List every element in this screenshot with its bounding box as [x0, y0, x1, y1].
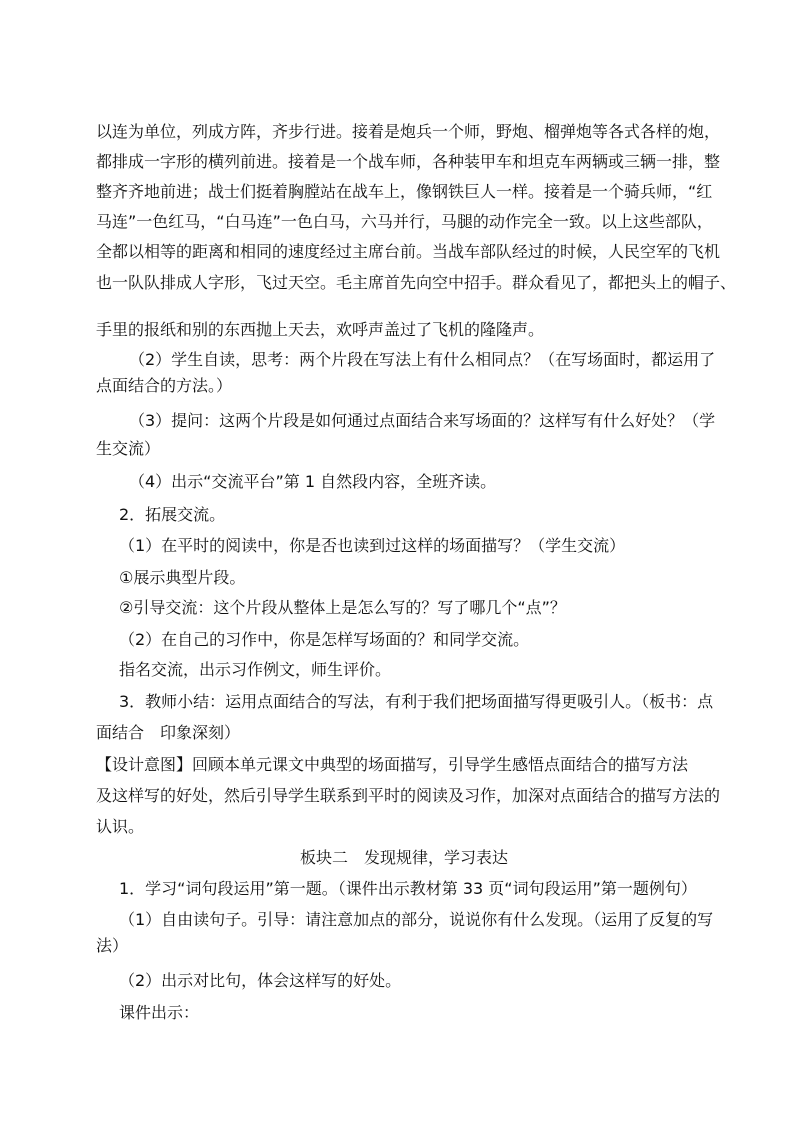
paragraph-line: 课件出示： [119, 1003, 200, 1022]
paragraph-line: （3）提问：这两个片段是如何通过点面结合来写场面的？这样写有什么好处？（学 [129, 411, 716, 430]
list-item: ①展示典型片段。 [119, 568, 246, 587]
paragraph-line: 点面结合的方法。） [96, 376, 233, 395]
paragraph-line: 指名交流，出示习作例文，师生评价。 [119, 660, 392, 679]
paragraph-line: （2）出示对比句，体会这样写的好处。 [119, 971, 402, 990]
paragraph-line: （1）在平时的阅读中，你是否也读到过这样的场面描写？（学生交流） [119, 536, 626, 555]
paragraph-line: 法） [96, 936, 129, 955]
section-title: 板块二 发现规律，学习表达 [300, 848, 509, 867]
design-intent-line: 认识。 [96, 817, 145, 836]
paragraph-line: （2）学生自读，思考：两个片段在写法上有什么相同点？（在写场面时，都运用了 [129, 350, 716, 369]
design-intent-line: 【设计意图】回顾本单元课文中典型的场面描写，引导学生感悟点面结合的描写方法 [96, 755, 689, 774]
section-heading: 2．拓展交流。 [119, 505, 226, 524]
paragraph-line: 生交流） [96, 439, 161, 458]
paragraph-line: 都排成一字形的横列前进。接着是一个战车师，各种装甲车和坦克车两辆或三辆一排，整 [96, 152, 721, 171]
paragraph-line: 马连”一色红马，“白马连”一色白马，六马并行，马腿的动作完全一致。以上这些部队， [96, 212, 713, 231]
paragraph-line: 3．教师小结：运用点面结合的写法，有利于我们把场面描写得更吸引人。（板书：点 [119, 692, 714, 711]
paragraph-line: 全都以相等的距离和相同的速度经过主席台前。当战车部队经过的时候，人民空军的飞机 [96, 242, 721, 261]
paragraph-line: （1）自由读句子。引导：请注意加点的部分，说说你有什么发现。（运用了反复的写 [119, 910, 714, 929]
design-intent-line: 及这样写的好处，然后引导学生联系到平时的阅读及习作，加深对点面结合的描写方法的 [96, 786, 721, 805]
paragraph-line: 面结合 印象深刻） [96, 723, 241, 742]
paragraph-line: （2）在自己的习作中，你是怎样写场面的？和同学交流。 [119, 630, 530, 649]
list-item: ②引导交流：这个片段从整体上是怎么写的？写了哪几个“点”？ [119, 598, 566, 617]
paragraph-line: （4）出示“交流平台”第 1 自然段内容，全班齐读。 [129, 472, 497, 491]
paragraph-line: 整齐齐地前进；战士们挺着胸膛站在战车上，像钢铁巨人一样。接着是一个骑兵师，“红 [96, 182, 713, 201]
paragraph-line: 以连为单位，列成方阵，齐步行进。接着是炮兵一个师，野炮、榴弹炮等各式各样的炮， [96, 122, 721, 141]
paragraph-line: 也一队队排成人字形，飞过天空。毛主席首先向空中招手。群众看见了，都把头上的帽子、 [96, 273, 737, 292]
paragraph-line: 1．学习“词句段运用”第一题。（课件出示教材第 33 页“词句段运用”第一题例句） [119, 879, 697, 898]
paragraph-line: 手里的报纸和别的东西抛上天去，欢呼声盖过了飞机的隆隆声。 [96, 320, 545, 339]
